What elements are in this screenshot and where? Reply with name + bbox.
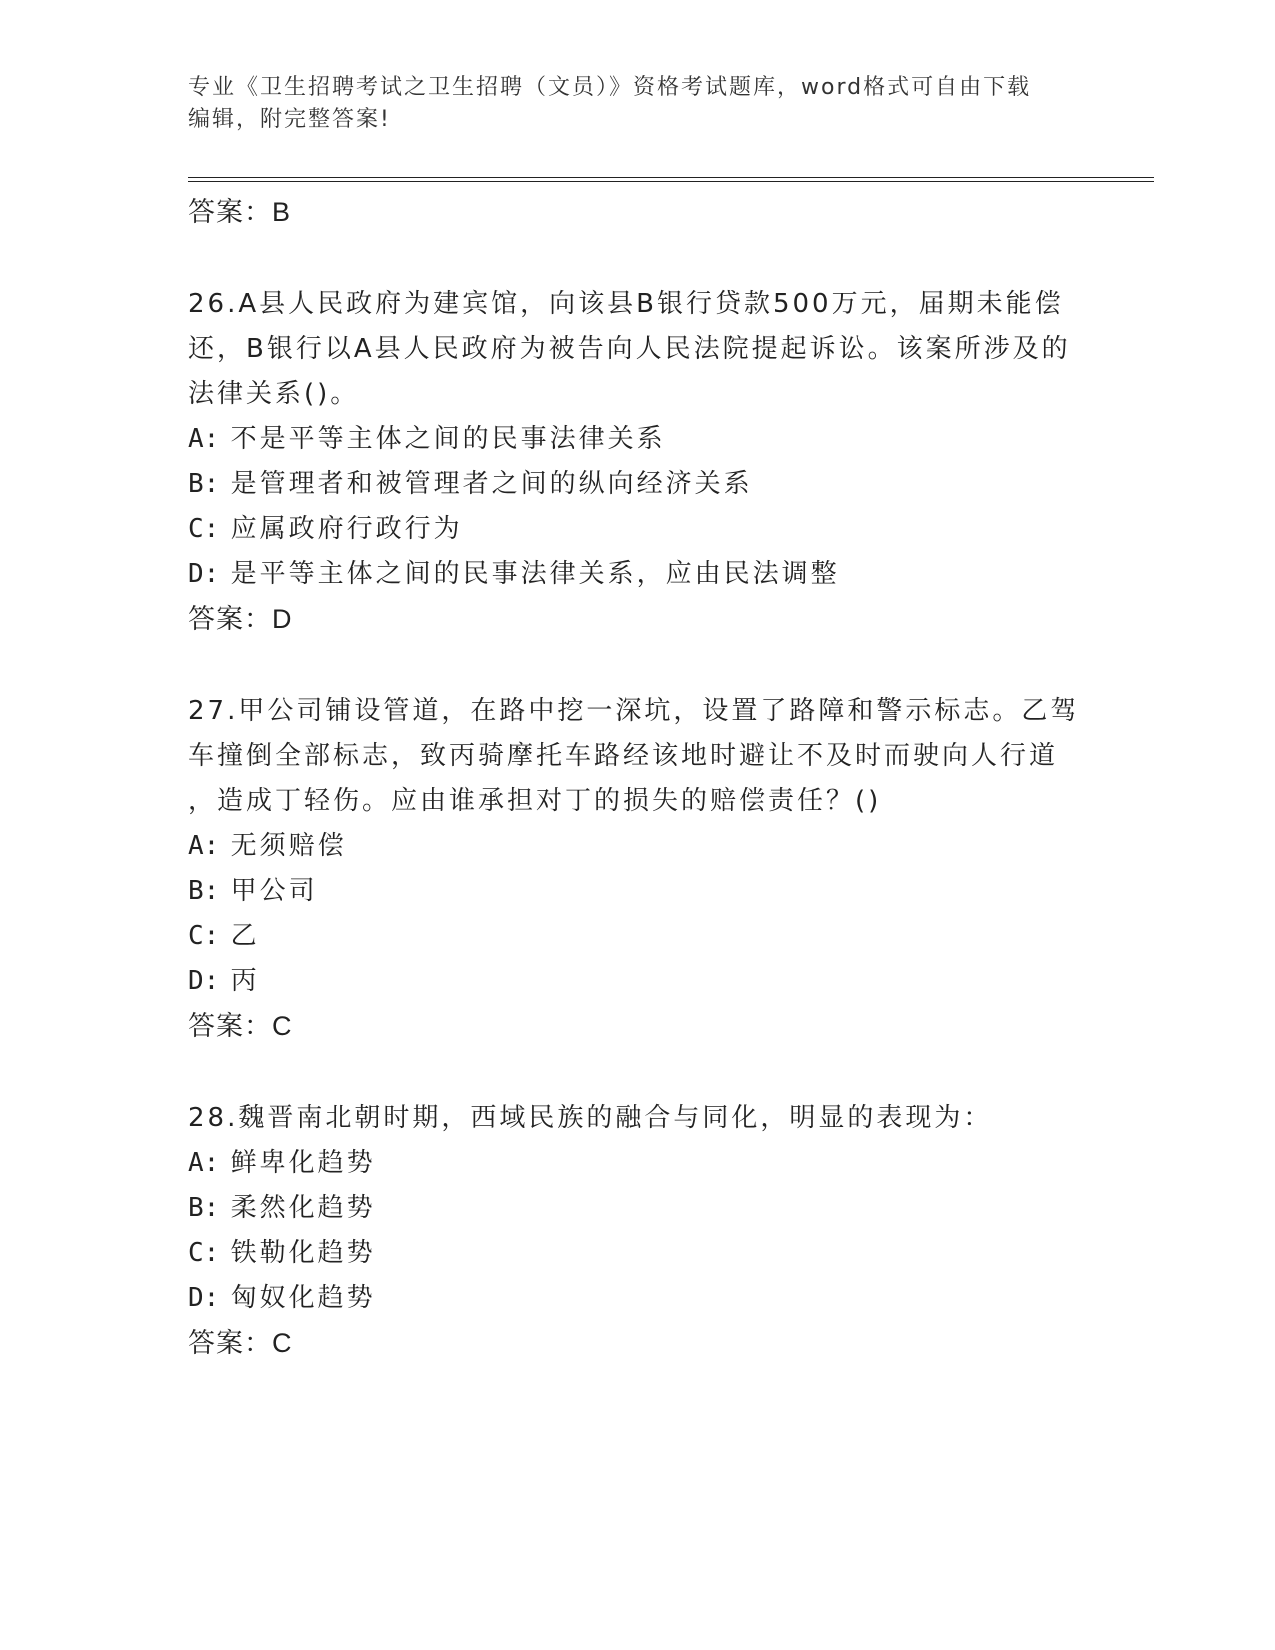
- header-divider-bottom: [188, 181, 1154, 182]
- question-26: [188, 282, 1108, 642]
- question-text-line: 还，B银行以A县人民政府为被告向人民法院提起诉讼。该案所涉及的: [188, 334, 1071, 364]
- question-text-line: ，造成丁轻伤。应由谁承担对丁的损失的赔偿责任？(): [188, 786, 882, 816]
- option-key: B:: [188, 469, 220, 499]
- answer: 答案：C: [188, 1011, 293, 1041]
- answer: 答案：C: [188, 1328, 293, 1358]
- option-text: 鲜卑化趋势: [230, 1148, 376, 1178]
- question-text-line: 27.甲公司铺设管道，在路中挖一深坑，设置了路障和警示标志。乙驾: [188, 696, 1080, 726]
- previous-answer: 答案：B: [188, 197, 292, 227]
- option-key: C:: [188, 514, 220, 544]
- option-c: [188, 507, 1108, 552]
- answer: 答案：D: [188, 604, 293, 634]
- option-text: 乙: [230, 921, 260, 951]
- option-key: C:: [188, 921, 220, 951]
- question-text-line: 车撞倒全部标志，致丙骑摩托车路经该地时避让不及时而驶向人行道: [188, 741, 1059, 771]
- option-c: [188, 914, 1108, 959]
- option-d: [188, 1276, 1108, 1321]
- question-28: [188, 1096, 1108, 1366]
- question-text-line: 法律关系()。: [188, 379, 360, 409]
- header-line-2: 编辑，附完整答案!: [188, 107, 391, 132]
- option-text: 丙: [230, 966, 260, 996]
- option-text: 匈奴化趋势: [230, 1283, 376, 1313]
- option-key: A:: [188, 1148, 220, 1178]
- option-b: [188, 869, 1108, 914]
- question-stem: [188, 689, 1108, 824]
- question-text-line: 28.魏晋南北朝时期，西域民族的融合与同化，明显的表现为：: [188, 1103, 993, 1133]
- option-b: [188, 462, 1108, 507]
- option-text: 铁勒化趋势: [230, 1238, 376, 1268]
- option-b: [188, 1186, 1108, 1231]
- option-key: B:: [188, 1193, 220, 1223]
- option-key: A:: [188, 424, 220, 454]
- option-key: D:: [188, 966, 220, 996]
- option-key: C:: [188, 1238, 220, 1268]
- option-key: B:: [188, 876, 220, 906]
- header-line-1: 专业《卫生招聘考试之卫生招聘（文员）》资格考试题库，word格式可自由下载: [188, 75, 1032, 100]
- page-header: [188, 72, 1088, 136]
- option-c: [188, 1231, 1108, 1276]
- option-a: [188, 417, 1108, 462]
- option-text: 不是平等主体之间的民事法律关系: [230, 424, 666, 454]
- question-text-line: 26.A县人民政府为建宾馆，向该县B银行贷款500万元，届期未能偿: [188, 289, 1064, 319]
- option-text: 是平等主体之间的民事法律关系，应由民法调整: [230, 559, 840, 589]
- option-a: [188, 1141, 1108, 1186]
- question-stem: [188, 282, 1108, 417]
- option-key: D:: [188, 559, 220, 589]
- option-key: A:: [188, 831, 220, 861]
- option-a: [188, 824, 1108, 869]
- option-d: [188, 959, 1108, 1004]
- question-list: [188, 190, 1108, 1366]
- option-text: 柔然化趋势: [230, 1193, 376, 1223]
- option-text: 应属政府行政行为: [230, 514, 463, 544]
- question-27: [188, 689, 1108, 1049]
- option-text: 甲公司: [230, 876, 318, 906]
- option-text: 无须赔偿: [230, 831, 347, 861]
- option-key: D:: [188, 1283, 220, 1313]
- question-stem: [188, 1096, 1108, 1141]
- header-divider-top: [188, 177, 1154, 178]
- option-text: 是管理者和被管理者之间的纵向经济关系: [230, 469, 753, 499]
- option-d: [188, 552, 1108, 597]
